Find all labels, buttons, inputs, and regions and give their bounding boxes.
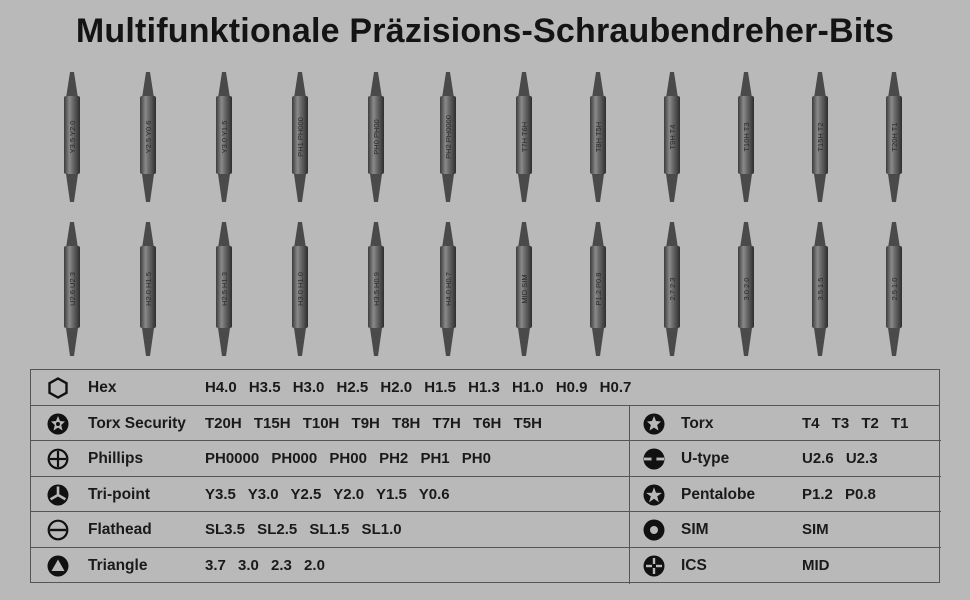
bits-image (0, 60, 970, 365)
bottom-bit-9 (738, 222, 754, 356)
top-bit-6 (516, 72, 532, 202)
row-values: H4.0 H3.5 H3.0 H2.5 H2.0 H1.5 H1.3 H1.0 H0.9 H0.7 (205, 379, 632, 396)
row-values: SL3.5 SL2.5 SL1.5 SL1.0 (205, 521, 402, 538)
bit-engraving: H3.0 H1.0 (296, 272, 305, 306)
table-row-tri-point (31, 477, 629, 513)
top-bit-9 (738, 72, 754, 202)
bottom-bit-0 (64, 222, 80, 356)
flathead-icon (47, 519, 69, 541)
row-values: SIM (802, 521, 829, 538)
bit-engraving: H3.5 H0.9 (372, 272, 381, 306)
bit-engraving: T9H T4 (668, 124, 677, 150)
row-name: ICS (681, 556, 707, 574)
table-row-u-type (629, 441, 941, 477)
row-values: U2.6 U2.3 (802, 450, 878, 467)
bit-engraving: H2.0 H1.5 (144, 272, 153, 306)
top-bit-2 (216, 72, 232, 202)
table-row-phillips (31, 441, 629, 477)
sim-icon (643, 519, 665, 541)
u-type-icon (643, 448, 665, 470)
bits-illustration (0, 60, 970, 365)
row-name: SIM (681, 521, 709, 538)
table-row-ics (629, 548, 941, 584)
row-values: PH0000 PH000 PH00 PH2 PH1 PH0 (205, 450, 491, 467)
row-name: Flathead (88, 521, 152, 538)
bit-engraving: 3.5 1.5 (816, 277, 825, 301)
table-row-hex (31, 370, 939, 406)
row-name: Tri-point (88, 485, 150, 503)
bit-table (30, 369, 940, 583)
table-row-pentalobe (629, 477, 941, 513)
table-row-torx-security (31, 406, 629, 442)
top-bit-1 (140, 72, 156, 202)
bottom-bit-6 (516, 222, 532, 356)
bottom-bit-4 (368, 222, 384, 356)
table-row-sim (629, 512, 941, 548)
bit-engraving: Y2.5 Y0.6 (144, 120, 153, 154)
triangle-icon (47, 555, 69, 577)
row-values: P1.2 P0.8 (802, 485, 876, 503)
row-name: Pentalobe (681, 485, 756, 503)
row-values: MID (802, 556, 830, 574)
pentalobe-icon (643, 484, 665, 506)
bit-engraving: U2.6 U2.3 (68, 272, 77, 306)
bit-engraving: 2.7 2.3 (668, 277, 677, 301)
bit-engraving: H2.5 H1.3 (220, 272, 229, 306)
bit-engraving: T15H T2 (816, 122, 825, 152)
row-name: Triangle (88, 556, 148, 574)
phillips-icon (47, 448, 69, 470)
bit-engraving: T7H T6H (520, 121, 529, 153)
bottom-bit-3 (292, 222, 308, 356)
top-bit-7 (590, 72, 606, 202)
row-values: 3.7 3.0 2.3 2.0 (205, 556, 325, 574)
top-bit-5 (440, 72, 456, 202)
bottom-bit-7 (590, 222, 606, 356)
bit-engraving: H4.0 H0.7 (444, 272, 453, 306)
top-bit-8 (664, 72, 680, 202)
bottom-bit-2 (216, 222, 232, 356)
row-name: U-type (681, 450, 730, 467)
bit-engraving: PH2 PH0000 (444, 115, 453, 159)
row-name: Torx Security (88, 414, 186, 432)
bit-engraving: PH0 PH00 (372, 119, 381, 155)
tri-point-icon (47, 484, 69, 506)
top-bit-10 (812, 72, 828, 202)
bottom-bit-5 (440, 222, 456, 356)
bottom-bit-10 (812, 222, 828, 356)
row-name: Phillips (88, 450, 144, 467)
top-bit-11 (886, 72, 902, 202)
top-bit-3 (292, 72, 308, 202)
torx-icon (643, 413, 665, 435)
row-values: T4 T3 T2 T1 (802, 414, 909, 432)
bit-engraving: 2.5 1.0 (890, 277, 899, 301)
hexagon-icon (47, 377, 69, 399)
table-row-torx (629, 406, 941, 442)
bottom-bit-11 (886, 222, 902, 356)
bit-engraving: Y3.5 Y2.0 (68, 120, 77, 154)
bottom-bit-8 (664, 222, 680, 356)
torx-security-icon (47, 413, 69, 435)
top-bit-4 (368, 72, 384, 202)
bit-engraving: T10H T3 (742, 122, 751, 152)
table-row-triangle (31, 548, 629, 584)
page-title: Multifunktionale Präzisions-Schraubendreher-Bits (75, 12, 895, 50)
table-row-flathead (31, 512, 629, 548)
row-values: T20H T15H T10H T9H T8H T7H T6H T5H (205, 414, 542, 432)
bit-engraving: T8H T5H (594, 121, 603, 153)
ics-icon (643, 555, 665, 577)
top-bit-0 (64, 72, 80, 202)
bit-engraving: P1.2 P0.8 (594, 272, 603, 306)
bit-engraving: MID SIM (520, 274, 529, 304)
row-name: Hex (88, 379, 117, 396)
row-name: Torx (681, 414, 714, 432)
row-values: Y3.5 Y3.0 Y2.5 Y2.0 Y1.5 Y0.6 (205, 485, 450, 503)
bit-engraving: PH1 PH000 (296, 117, 305, 157)
bit-engraving: T20H T1 (890, 122, 899, 152)
bit-engraving: Y3.0 Y1.5 (220, 120, 229, 154)
bit-engraving: 3.0 2.0 (742, 277, 751, 301)
bottom-bit-1 (140, 222, 156, 356)
